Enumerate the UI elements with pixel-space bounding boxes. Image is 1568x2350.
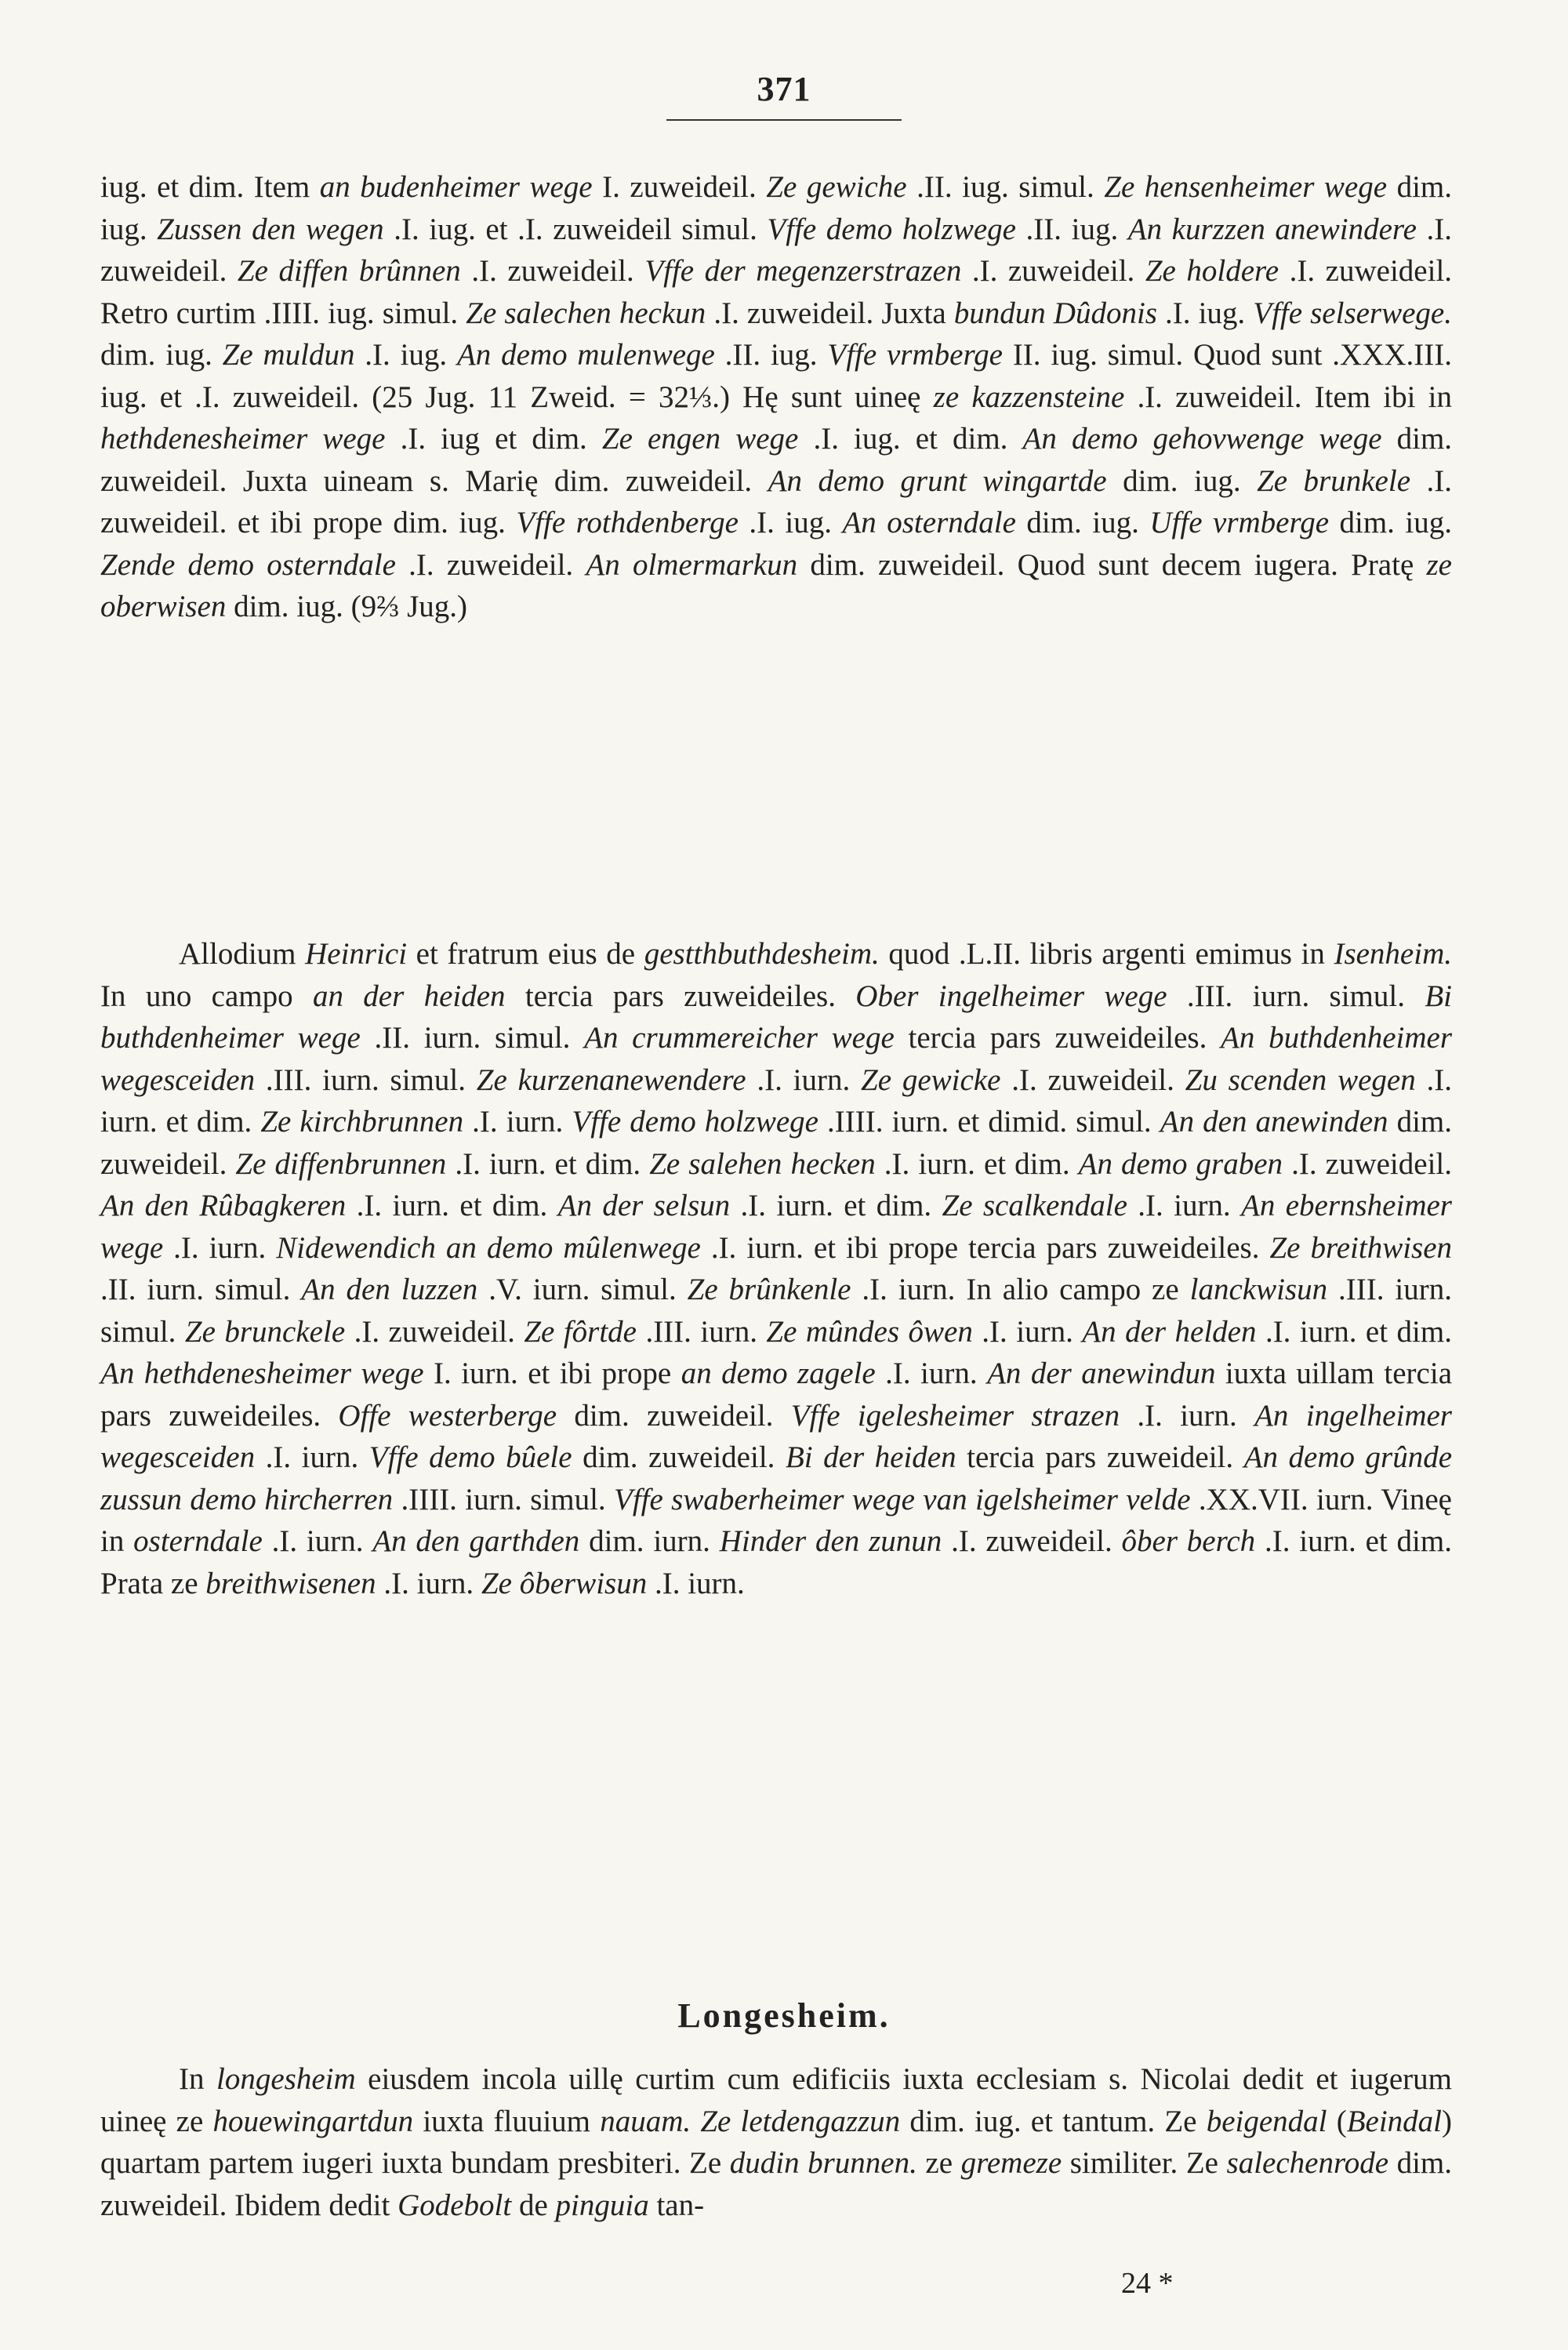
place-name: An der selsun: [557, 1189, 731, 1222]
place-name: bundun Dûdonis: [953, 296, 1157, 330]
place-name: Hinder den zunun: [719, 1524, 942, 1558]
place-name: longesheim: [216, 2062, 356, 2096]
place-name: Zussen den wegen: [157, 212, 384, 246]
place-name: An der helden: [1082, 1314, 1257, 1349]
place-name: An den anewinden: [1160, 1105, 1388, 1139]
place-name: Bi der heiden: [785, 1440, 956, 1474]
place-name: lanckwisun: [1189, 1273, 1328, 1306]
place-name: Ze salechen heckun: [466, 296, 706, 330]
place-name: Ze fôrtde: [524, 1314, 637, 1349]
place-name: An osterndale: [842, 506, 1016, 539]
place-name: an demo zagele: [681, 1357, 876, 1390]
section-heading: Longesheim.: [677, 1996, 891, 2035]
page-number-rule: [666, 119, 902, 121]
place-name: An den luzzen: [301, 1273, 478, 1306]
place-name: dudin brunnen.: [729, 2146, 917, 2180]
place-name: Zende demo osterndale: [100, 547, 396, 582]
place-name: gremeze: [960, 2146, 1062, 2180]
place-name: osterndale: [133, 1524, 263, 1558]
place-name: An demo gehovwenge wege: [1022, 422, 1382, 456]
place-name: An ebernsheimer wege: [100, 1189, 1452, 1265]
place-name: Vffe der megenzerstrazen: [644, 254, 962, 288]
place-name: An der anewindun: [987, 1357, 1216, 1390]
place-name: An den garthden: [372, 1524, 580, 1558]
place-name: Ze brunckele: [184, 1314, 346, 1349]
place-name: Ze holdere: [1145, 254, 1279, 288]
place-name: Vffe swaberheimer wege van igelsheimer velde: [614, 1482, 1191, 1516]
place-name: Vffe selserwege.: [1253, 296, 1452, 330]
place-name: Nidewendich an demo mûlenwege: [276, 1230, 701, 1265]
signature-mark: 24 *: [1121, 2267, 1174, 2300]
place-name: Godebolt: [397, 2188, 512, 2222]
paragraph: Allodium Heinrici et fratrum eius de gestthbuthdesheim. quod .L.II. libris argenti emimus in Isenheim. In uno campo an der heiden tercia pars zuweideiles. Ober ingelheimer wege .III. iurn. simul. Bi buthdenheimer wege .II. iurn. simul. An crummereicher wege tercia pars zuweideiles. An buthdenheimer wegesceiden .III. iurn. simul. Ze kurzenanewendere .I. iurn. Ze gewicke .I. zuweideil. Zu scenden wegen .I. iurn. et dim. Ze kirchbrunnen .I. iurn. Vffe demo holzwege .IIII. iurn. et dimid. simul. An den anewinden dim. zuweideil. Ze diffenbrunnen .I. iurn. et dim. Ze salehen hecken .I. iurn. et dim. An demo graben .I. zuweideil. An den Rûbagkeren .I. iurn. et dim. An der selsun .I. iurn. et dim. Ze scalkendale .I. iurn. An ebernsheimer wege .I. iurn. Nidewendich an demo mûlenwege .I. iurn. et ibi prope tercia pars zuweideiles. Ze breithwisen .II. iurn. simul. An den luzzen .V. iurn. simul. Ze brûnkenle .I. iurn. In alio campo ze lanckwisun .III. iurn. simul. Ze brunckele .I. zuweideil. Ze fôrtde .III. iurn. Ze mûndes ôwen .I. iurn. An der helden .I. iurn. et dim. An hethdenesheimer wege I. iurn. et ibi prope an demo zagele .I. iurn. An der anewindun iuxta uillam tercia pars zuweideiles. Offe westerberge dim. zuweideil. Vffe igelesheimer strazen .I. iurn. An ingelheimer wegesceiden .I. iurn. Vffe demo bûele dim. zuweideil. Bi der heiden tercia pars zuweideil. An demo grûnde zussun demo hircherren .IIII. iurn. simul. Vffe swaberheimer wege van igelsheimer velde .XX.VII. iurn. Vineę in osterndale .I. iurn. An den garthden dim. iurn. Hinder den zunun .I. zuweideil. ôber berch .I. iurn. et dim. Prata ze breithwisenen .I. iurn. Ze ôberwisun .I. iurn.: [100, 937, 1453, 1600]
place-name: An demo grûnde zussun demo hircherren: [100, 1440, 1453, 1516]
place-name: an der heiden: [312, 979, 506, 1013]
place-name: Ze scalkendale: [942, 1189, 1127, 1222]
place-name: Ze gewicke: [861, 1062, 1001, 1097]
paragraph: In longesheim eiusdem incola uillę curtim cum edificiis iuxta ecclesiam s. Nicolai dedit et iugerum uineę ze houewingartdun iuxta fluuium nauam. Ze letdengazzun dim. iug. et tantum. Ze beigendal (Beindal) quartam partem iugeri iuxta bundam presbiteri. Ze dudin brunnen. ze gremeze similiter. Ze salechenrode dim. zuweideil. Ibidem dedit Godebolt de pinguia tan-: [100, 2062, 1453, 2222]
place-name: An kurzzen anewindere: [1127, 212, 1417, 246]
place-name: houewingartdun: [212, 2104, 414, 2138]
place-name: Vffe vrmberge: [827, 338, 1003, 372]
place-name: ôber berch: [1121, 1524, 1256, 1558]
place-name: An den Rûbagkeren: [100, 1189, 347, 1222]
place-name: Beindal: [1346, 2104, 1442, 2138]
place-name: Ze brûnkenle: [687, 1273, 851, 1306]
place-name: Ze breithwisen: [1269, 1230, 1453, 1265]
place-name: An demo graben: [1078, 1146, 1283, 1181]
place-name: An olmermarkun: [586, 547, 798, 582]
place-name: gestthbuthdesheim.: [644, 937, 880, 971]
place-name: Ober ingelheimer wege: [855, 979, 1167, 1013]
place-name: Ze letdengazzun: [700, 2104, 901, 2138]
place-name: Offe westerberge: [338, 1398, 557, 1433]
place-name: Isenheim.: [1334, 937, 1452, 971]
place-name: An hethdenesheimer wege: [100, 1357, 424, 1390]
place-name: Ze diffenbrunnen: [235, 1146, 447, 1181]
place-name: An demo mulenwege: [456, 338, 715, 372]
place-name: hethdenesheimer wege: [100, 422, 386, 456]
place-name: Vffe demo holzwege: [767, 212, 1016, 246]
place-name: nauam.: [600, 2104, 691, 2138]
place-name: An demo grunt wingartde: [768, 463, 1107, 498]
place-name: Ze kirchbrunnen: [260, 1105, 464, 1139]
place-name: Vffe igelesheimer strazen: [790, 1398, 1120, 1433]
place-name: an budenheimer wege: [319, 170, 593, 204]
place-name: beigendal: [1206, 2104, 1327, 2138]
place-name: Ze hensenheimer wege: [1104, 170, 1388, 204]
page-number: 371: [757, 70, 811, 108]
place-name: Zu scenden wegen: [1185, 1062, 1416, 1097]
place-name: An ingelheimer wegesceiden: [100, 1398, 1452, 1474]
place-name: Vffe demo bûele: [368, 1440, 572, 1474]
place-name: Uffe vrmberge: [1149, 506, 1330, 539]
place-name: Heinrici: [305, 937, 408, 971]
place-name: Bi buthdenheimer wege: [100, 979, 1452, 1055]
place-name: Ze engen wege: [601, 422, 799, 456]
place-name: Ze gewiche: [766, 170, 907, 204]
paragraph-longesheim: [100, 2058, 1452, 2226]
place-name: Ze muldun: [222, 338, 355, 372]
place-name: An buthdenheimer wegesceiden: [100, 1021, 1453, 1097]
paragraph-isenheim-fields: [100, 166, 1452, 628]
place-name: Vffe demo holzwege: [572, 1105, 818, 1139]
place-name: An crummereicher wege: [584, 1021, 895, 1055]
place-name: ze kazzensteine: [933, 380, 1125, 414]
paragraph-allodium-heinrici: [100, 933, 1452, 1604]
place-name: Ze ôberwisun: [481, 1566, 648, 1600]
place-name: ze oberwisen: [100, 547, 1452, 623]
place-name: breithwisenen: [205, 1566, 376, 1600]
place-name: Ze kurzenanewendere: [476, 1062, 746, 1097]
paragraph: iug. et dim. Item an budenheimer wege I. zuweideil. Ze gewiche .II. iug. simul. Ze hensenheimer wege dim. iug. Zussen den wegen .I. iug. et .I. zuweideil simul. Vffe demo holzwege .II. iug. An kurzzen anewindere .I. zuweideil. Ze diffen brûnnen .I. zuweideil. Vffe der megenzerstrazen .I. zuweideil. Ze holdere .I. zuweideil. Retro curtim .IIII. iug. simul. Ze salechen heckun .I. zuweideil. Juxta bundun Dûdonis .I. iug. Vffe selserwege. dim. iug. Ze muldun .I. iug. An demo mulenwege .II. iug. Vffe vrmberge II. iug. simul. Quod sunt .XXX.III. iug. et .I. zuweideil. (25 Jug. 11 Zweid. = 32⅓.) Hę sunt uineę ze kazzensteine .I. zuweideil. Item ibi in hethdenesheimer wege .I. iug et dim. Ze engen wege .I. iug. et dim. An demo gehovwenge wege dim. zuweideil. Juxta uineam s. Marię dim. zuweideil. An demo grunt wingartde dim. iug. Ze brunkele .I. zuweideil. et ibi prope dim. iug. Vffe rothdenberge .I. iug. An osterndale dim. iug. Uffe vrmberge dim. iug. Zende demo osterndale .I. zuweideil. An olmermarkun dim. zuweideil. Quod sunt decem iugera. Pratę ze oberwisen dim. iug. (9⅔ Jug.): [100, 170, 1453, 623]
place-name: Vffe rothdenberge: [516, 506, 739, 539]
place-name: Ze mûndes ôwen: [766, 1314, 973, 1349]
place-name: pinguia: [555, 2188, 649, 2222]
place-name: Ze diffen brûnnen: [237, 254, 461, 288]
place-name: salechenrode: [1226, 2146, 1389, 2180]
place-name: Ze salehen hecken: [649, 1146, 876, 1181]
place-name: Ze brunkele: [1257, 463, 1411, 498]
